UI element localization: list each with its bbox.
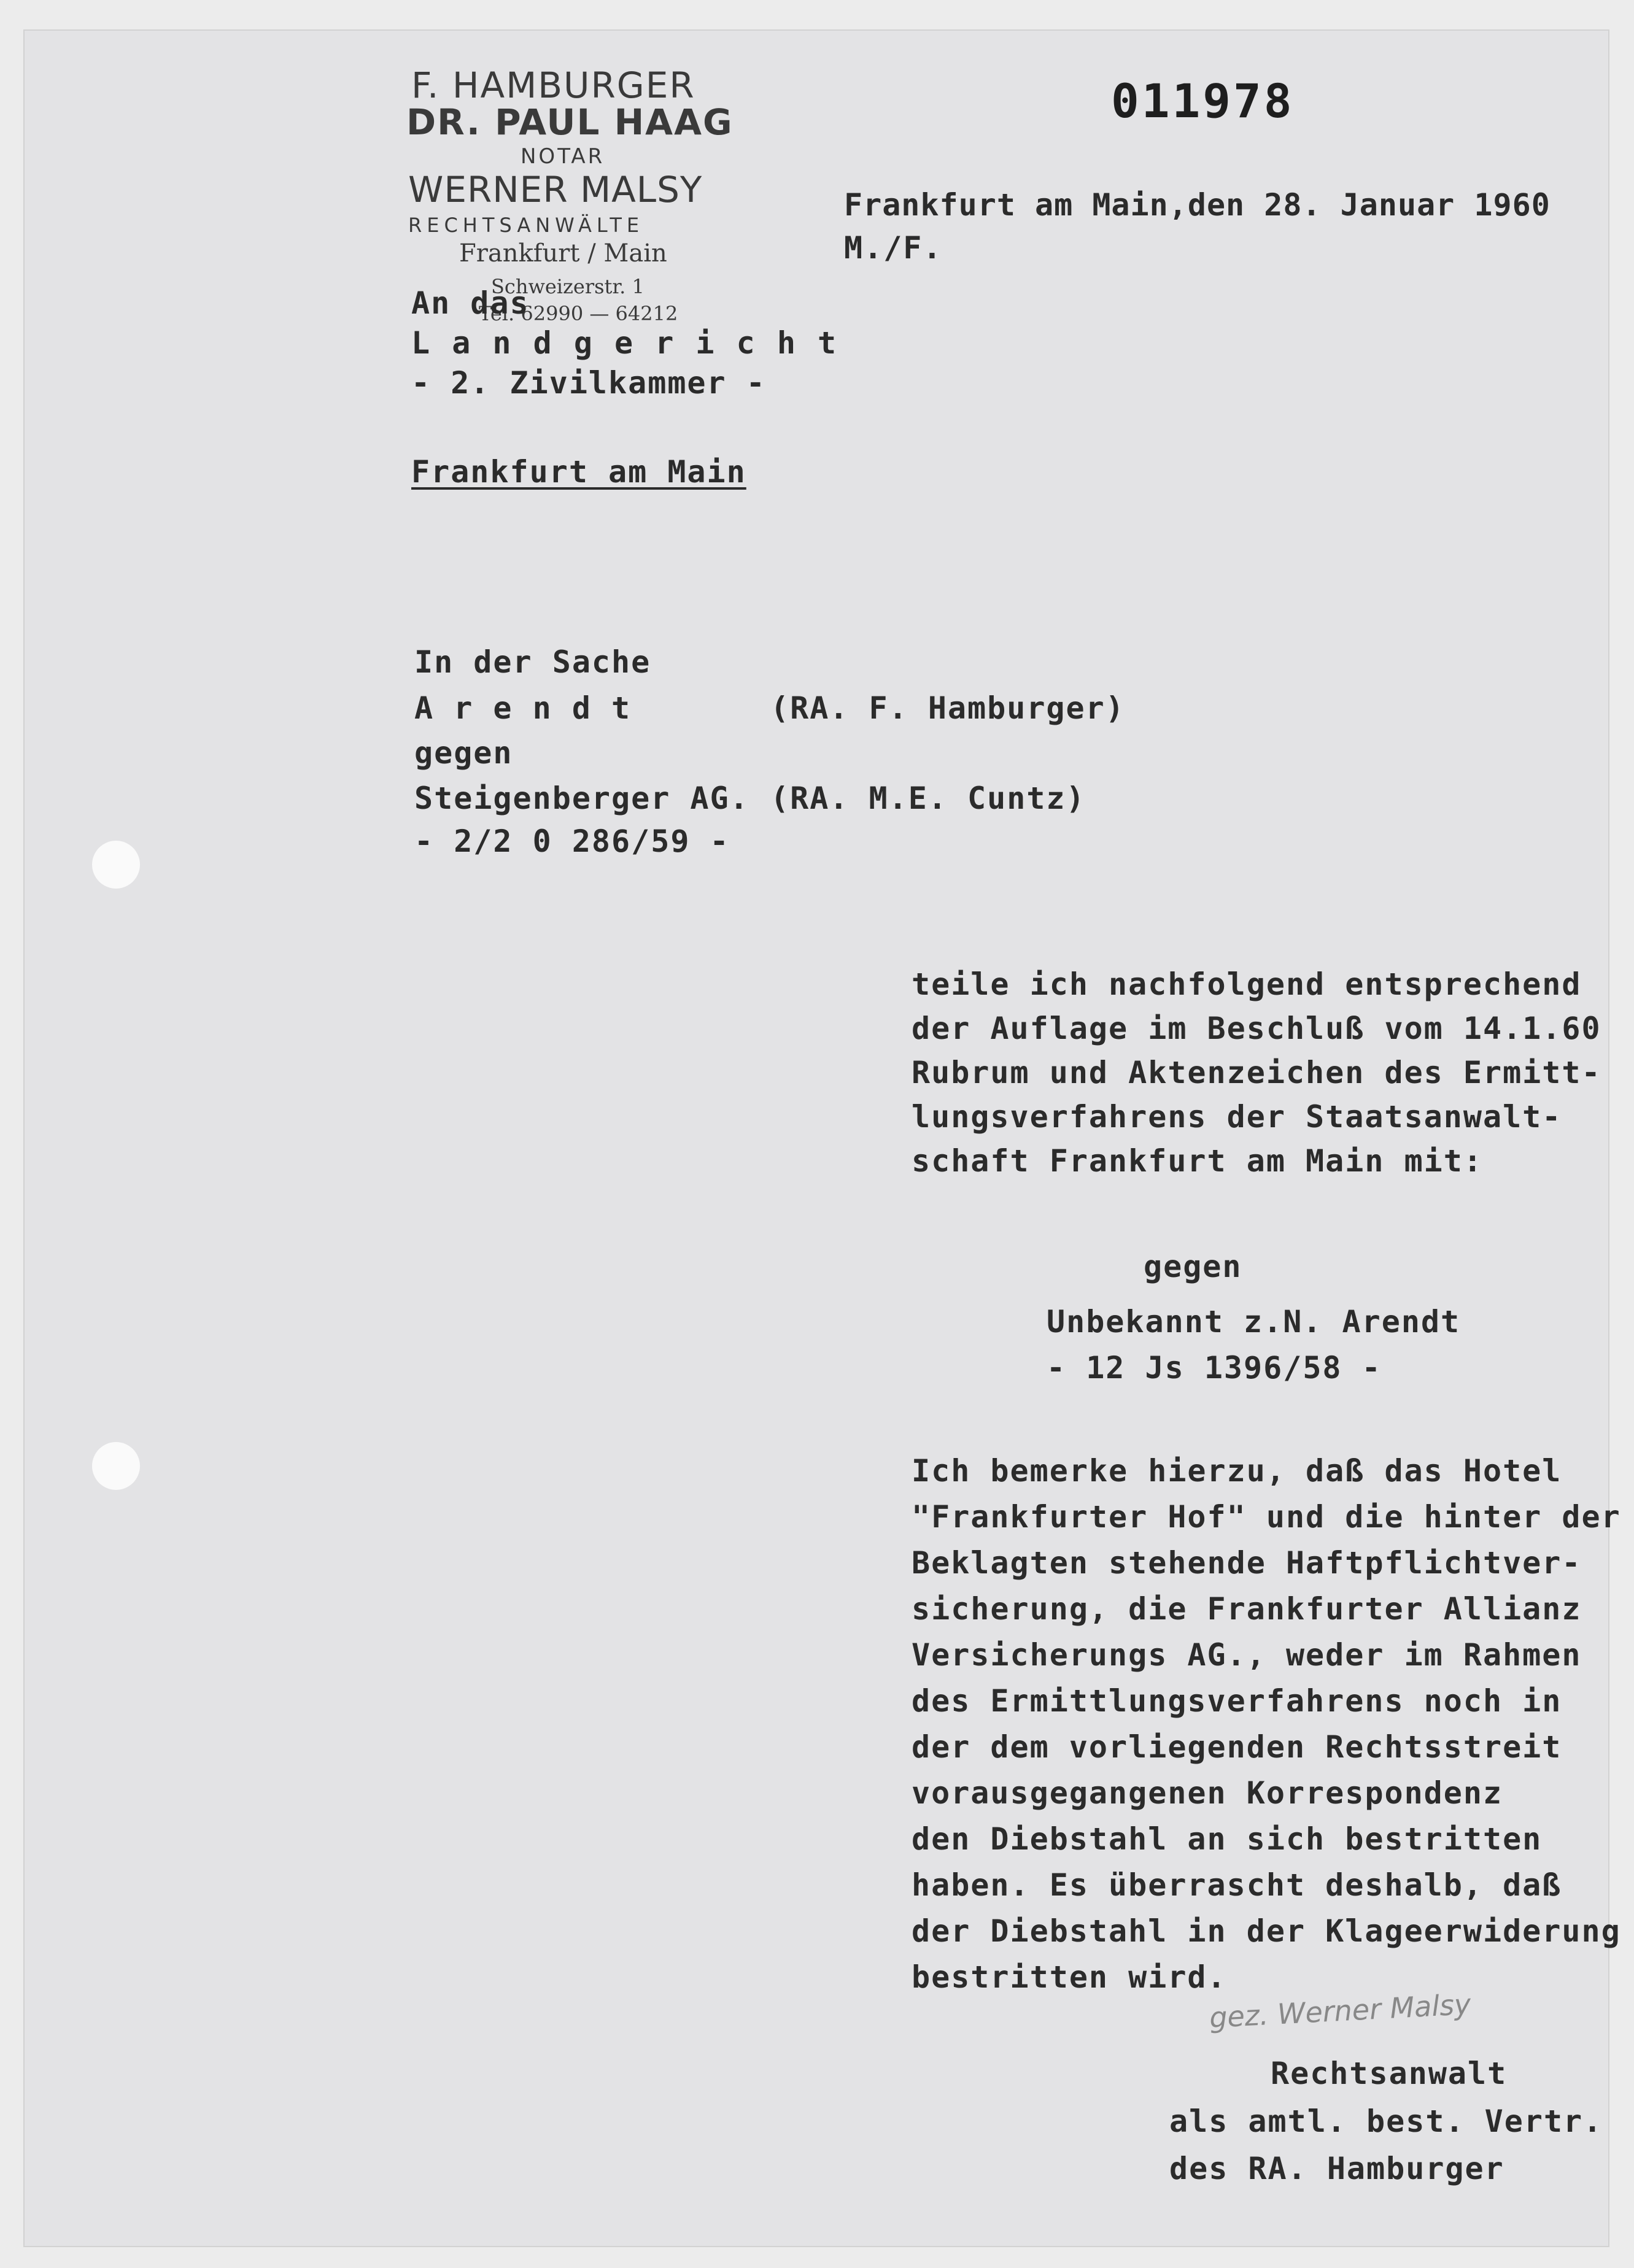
investigation-versus: gegen: [1144, 1249, 1242, 1284]
paragraph-line: den Diebstahl an sich bestritten: [912, 1821, 1543, 1857]
letterhead-city: Frankfurt / Main: [459, 239, 667, 268]
paragraph-line: sicherung, die Frankfurter Allianz: [912, 1591, 1582, 1627]
punch-hole-upper: [92, 841, 140, 889]
reference-initials: M./F.: [844, 230, 943, 266]
case-plaintiff: A r e n d t: [414, 690, 632, 726]
signature-title: Rechtsanwalt: [1271, 2056, 1508, 2091]
letterhead-name-hamburger: F. HAMBURGER: [411, 64, 695, 106]
recipient-salutation: An das: [411, 285, 530, 321]
case-plaintiff-counsel: (RA. F. Hamburger): [770, 690, 1125, 726]
letterhead-street: Schweizerstr. 1: [491, 275, 645, 298]
investigation-party: Unbekannt z.N. Arendt: [1047, 1304, 1461, 1340]
paragraph-line: "Frankfurter Hof" und die hinter der: [912, 1499, 1621, 1535]
signature-principal: des RA. Hamburger: [1169, 2151, 1504, 2186]
paragraph-line: der Diebstahl in der Klageerwiderung: [912, 1913, 1621, 1949]
letterhead-name-haag: DR. PAUL HAAG: [406, 101, 734, 143]
date-line: Frankfurt am Main,den 28. Januar 1960: [844, 187, 1551, 223]
paragraph-line: lungsverfahrens der Staatsanwalt-: [912, 1099, 1562, 1135]
paragraph-line: bestritten wird.: [912, 1959, 1227, 1995]
case-defendant: Steigenberger AG.: [414, 781, 749, 816]
recipient-chamber: - 2. Zivilkammer -: [411, 365, 766, 401]
investigation-file-number: - 12 Js 1396/58 -: [1047, 1350, 1382, 1386]
letterhead-rechtsanwaelte: RECHTSANWÄLTE: [408, 214, 645, 237]
paragraph-line: Versicherungs AG., weder im Rahmen: [912, 1637, 1582, 1673]
case-defendant-counsel: (RA. M.E. Cuntz): [770, 781, 1086, 816]
document-page: [25, 31, 1621, 2246]
recipient-city: Frankfurt am Main: [411, 454, 746, 490]
case-intro: In der Sache: [414, 644, 651, 680]
paragraph-line: Rubrum und Aktenzeichen des Ermitt-: [912, 1055, 1601, 1090]
case-file-number: - 2/2 0 286/59 -: [414, 824, 730, 859]
letterhead-name-malsy: WERNER MALSY: [408, 169, 703, 210]
signature-stamp: gez. Werner Malsy: [1208, 1987, 1472, 2035]
letterhead-notar: NOTAR: [521, 144, 605, 169]
recipient-court: L a n d g e r i c h t: [411, 325, 838, 361]
paragraph-line: schaft Frankfurt am Main mit:: [912, 1143, 1483, 1179]
punch-hole-lower: [92, 1442, 140, 1490]
paragraph-line: haben. Es überrascht deshalb, daß: [912, 1867, 1562, 1903]
paragraph-line: des Ermittlungsverfahrens noch in: [912, 1683, 1562, 1719]
paragraph-line: Beklagten stehende Haftpflichtver-: [912, 1545, 1582, 1581]
paragraph-line: der Auflage im Beschluß vom 14.1.60: [912, 1011, 1601, 1046]
paragraph-line: Ich bemerke hierzu, daß das Hotel: [912, 1453, 1562, 1489]
document-number: 011978: [1111, 74, 1295, 128]
case-versus: gegen: [414, 735, 513, 771]
signature-capacity: als amtl. best. Vertr.: [1169, 2104, 1603, 2139]
letterhead-phone: Tel. 62990 — 64212: [479, 302, 678, 325]
paragraph-line: der dem vorliegenden Rechtsstreit: [912, 1729, 1562, 1765]
paragraph-line: teile ich nachfolgend entsprechend: [912, 966, 1582, 1002]
paragraph-line: vorausgegangenen Korrespondenz: [912, 1775, 1503, 1811]
